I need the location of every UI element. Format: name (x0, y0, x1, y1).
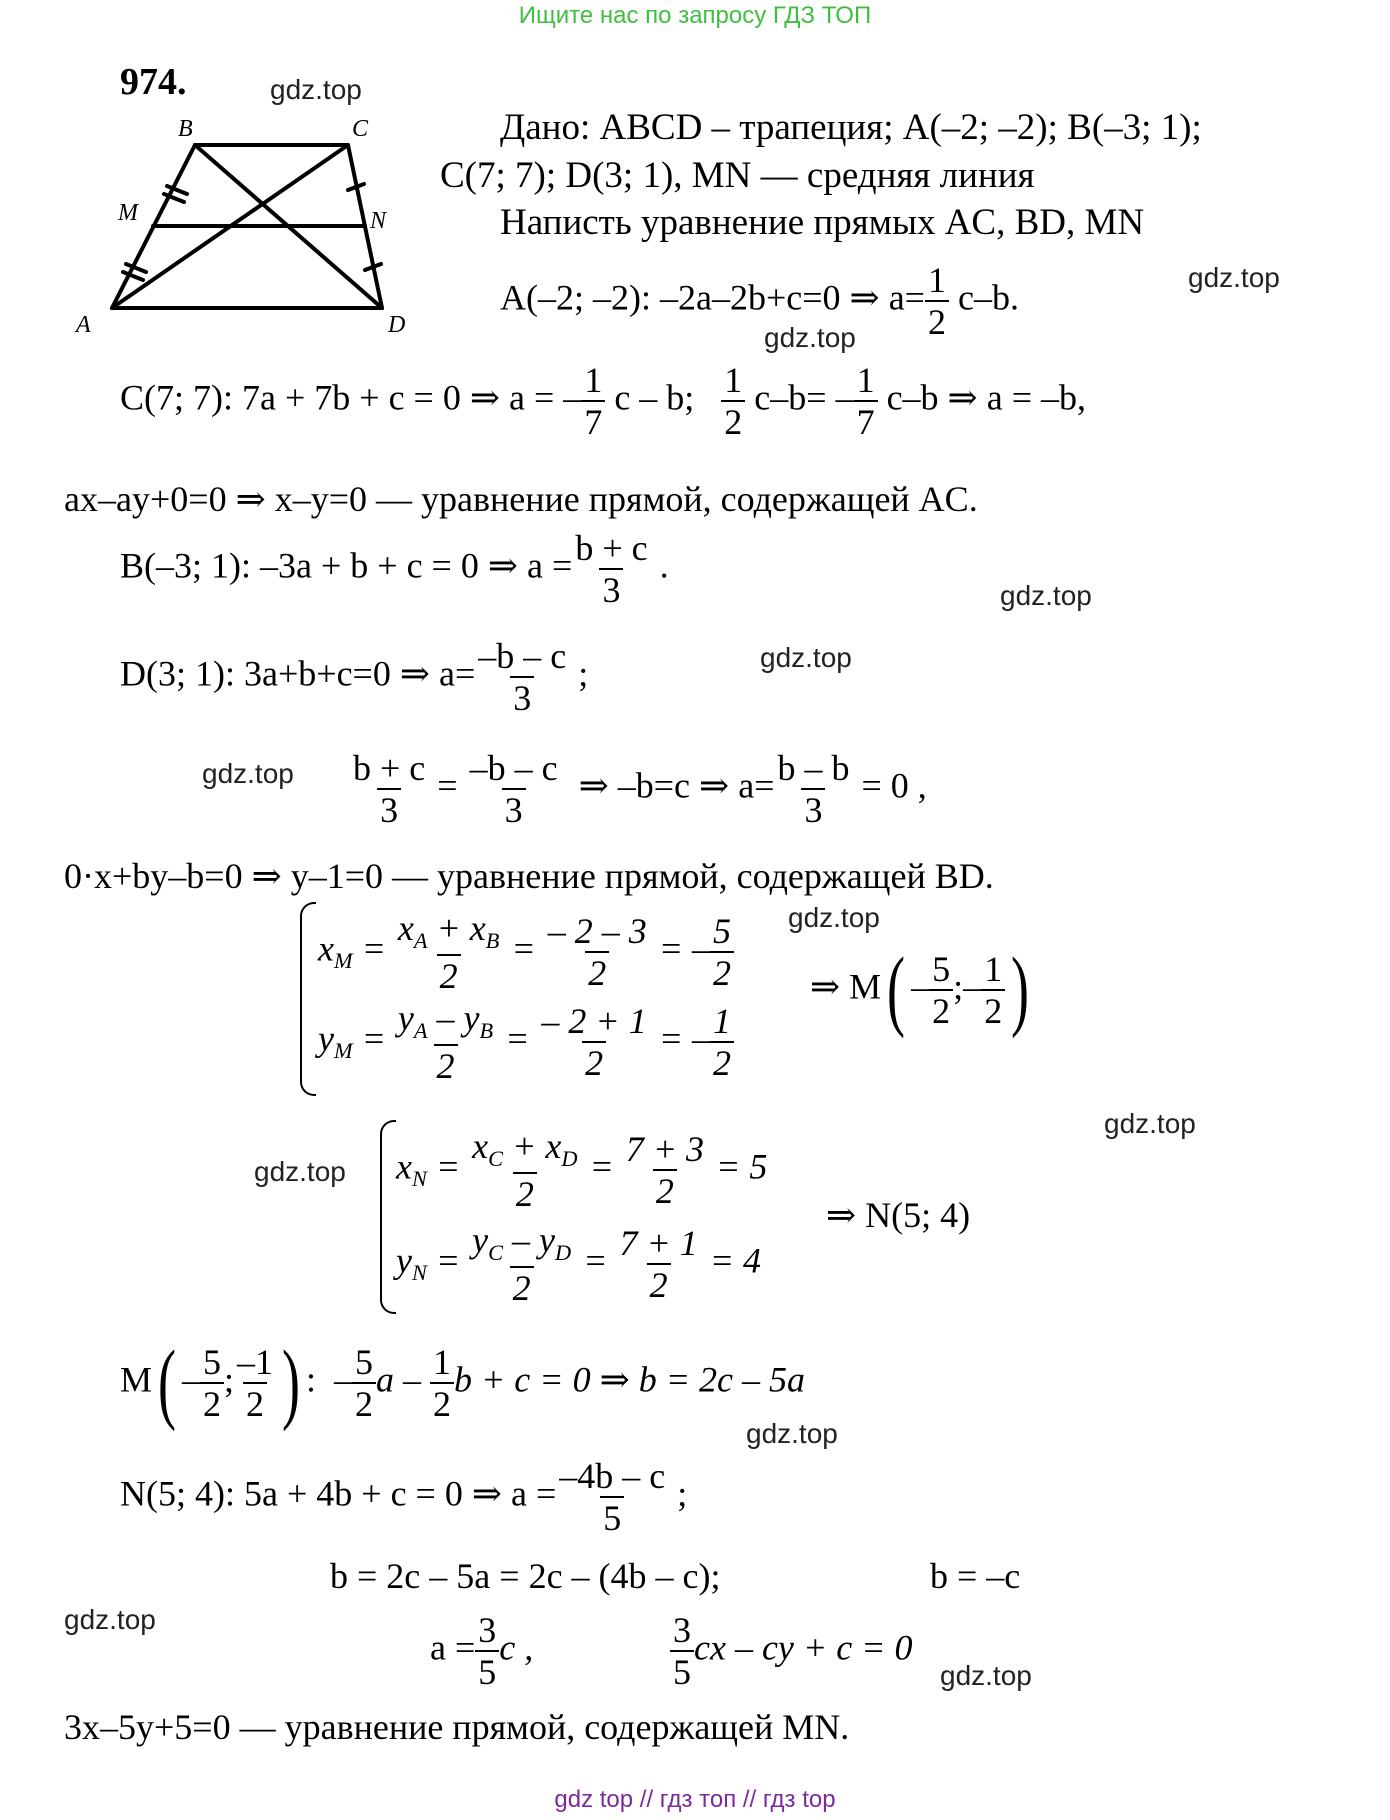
label-d: D (388, 312, 406, 338)
label-b: B (178, 116, 193, 142)
eq-xn: $x_N$ = $\frac{x_C + x_D}{2}$ = $\frac{7 + 3}{2}$ = 5 (396, 1126, 768, 1215)
label-a: A (76, 312, 91, 338)
watermark: gdz.top (1000, 580, 1092, 611)
eq-a-result: a = $\frac{3}{5}$ c , (430, 1610, 534, 1692)
fraction-half: $\frac{1}{2}$ (925, 262, 949, 340)
label-n: N (370, 208, 387, 234)
eq-b-result: b = –c (930, 1556, 1021, 1596)
watermark: gdz.top (254, 1156, 346, 1187)
tick-cd-2 (365, 264, 381, 270)
given-line-3: Написть уравнение прямых AC, BD, MN (500, 202, 1145, 243)
system-brace-m (300, 902, 316, 1096)
eq-xm: $x_M$ = $\frac{x_A + x_B}{2}$ = $\frac{- 2 - 3}{2}$ = – $\frac{5}{2}$ (318, 910, 734, 994)
eq-point-a: A(–2; –2): –2a–2b+c=0 ⇒ a= $\frac{1}{2}$ c–b. (500, 260, 1019, 342)
bd-result: 0·x+by–b=0 ⇒ y–1=0 — уравнение прямой, содержащей BD. (64, 856, 994, 896)
eq-yn: $y_N$ = $\frac{y_C - y_D}{2}$ = $\frac{7 + 1}{2}$ = 4 (396, 1220, 762, 1309)
trapezoid-diagram (70, 110, 430, 340)
watermark: gdz.top (940, 1660, 1032, 1691)
eq-point-m: M( – $\frac{5}{2}$ ; $\frac{-1}{2}$ ) : – $\frac{5}{2}$ a – $\frac{1}{2}$ b + c = 0 ⇒ b = 2c – 5a (120, 1333, 806, 1432)
watermark: gdz.top (788, 902, 880, 933)
eq-point-d: D(3; 1): 3a+b+c=0 ⇒ a= $\frac{-b - c}{3}$ ; (120, 636, 589, 718)
given-line-1: Дано: ABCD – трапеция; A(–2; –2); B(–3; 1); (500, 107, 1202, 148)
problem-number: 974. (120, 61, 187, 103)
watermark: gdz.top (1104, 1108, 1196, 1139)
eq-point-n: N(5; 4): 5a + 4b + c = 0 ⇒ a = $\frac{-4b - c}{5}$ ; (120, 1456, 688, 1538)
eq-point-c: C(7; 7): 7a + 7b + c = 0 ⇒ a = – $\frac{1}{7}$ c – b; $\frac{1}{2}$ c–b= – $\frac{1}{7}$ c–b ⇒ a = –b, (120, 360, 1087, 442)
n-result: ⇒ N(5; 4) (826, 1195, 971, 1235)
top-banner: Ищите нас по запросу ГДЗ ТОП (518, 2, 872, 29)
mn-result: 3x–5y+5=0 — уравнение прямой, содержащей MN. (64, 1707, 850, 1747)
tick-cd-1 (348, 184, 364, 190)
watermark: gdz.top (270, 74, 362, 105)
watermark: gdz.top (202, 758, 294, 789)
footer-links: gdz top // гдз топ // гдз top (554, 1786, 836, 1813)
watermark: gdz.top (760, 642, 852, 673)
eq-final-line: $\frac{3}{5}$ cx – cy + c = 0 (670, 1612, 912, 1690)
ac-result: ax–ay+0=0 ⇒ x–y=0 — уравнение прямой, содержащей AC. (64, 479, 978, 519)
eq-point-b: B(–3; 1): –3a + b + c = 0 ⇒ a = $\frac{b + c}{3}$ . (120, 528, 669, 610)
eq-ym: $y_M$ = $\frac{y_A - y_B}{2}$ = $\frac{- 2 + 1}{2}$ = – $\frac{1}{2}$ (318, 1000, 734, 1084)
watermark: gdz.top (746, 1418, 838, 1449)
label-c: C (352, 116, 369, 142)
system-brace-n (380, 1120, 396, 1314)
given-line-2: C(7; 7); D(3; 1), MN — средняя линия (440, 155, 1035, 196)
m-result: ⇒ M( – $\frac{5}{2}$ ;– $\frac{1}{2}$ ) (810, 940, 1030, 1039)
watermark: gdz.top (1188, 262, 1280, 293)
eq-b-substitution: b = 2c – 5a = 2c – (4b – c); (330, 1556, 721, 1596)
watermark: gdz.top (64, 1604, 156, 1635)
watermark: gdz.top (764, 322, 856, 353)
eq-bd-equality: $\frac{b + c}{3}$ = $\frac{-b - c}{3}$ ⇒ –b=c ⇒ a= $\frac{b - b}{3}$ = 0 , (353, 748, 927, 830)
label-m: M (118, 200, 138, 226)
